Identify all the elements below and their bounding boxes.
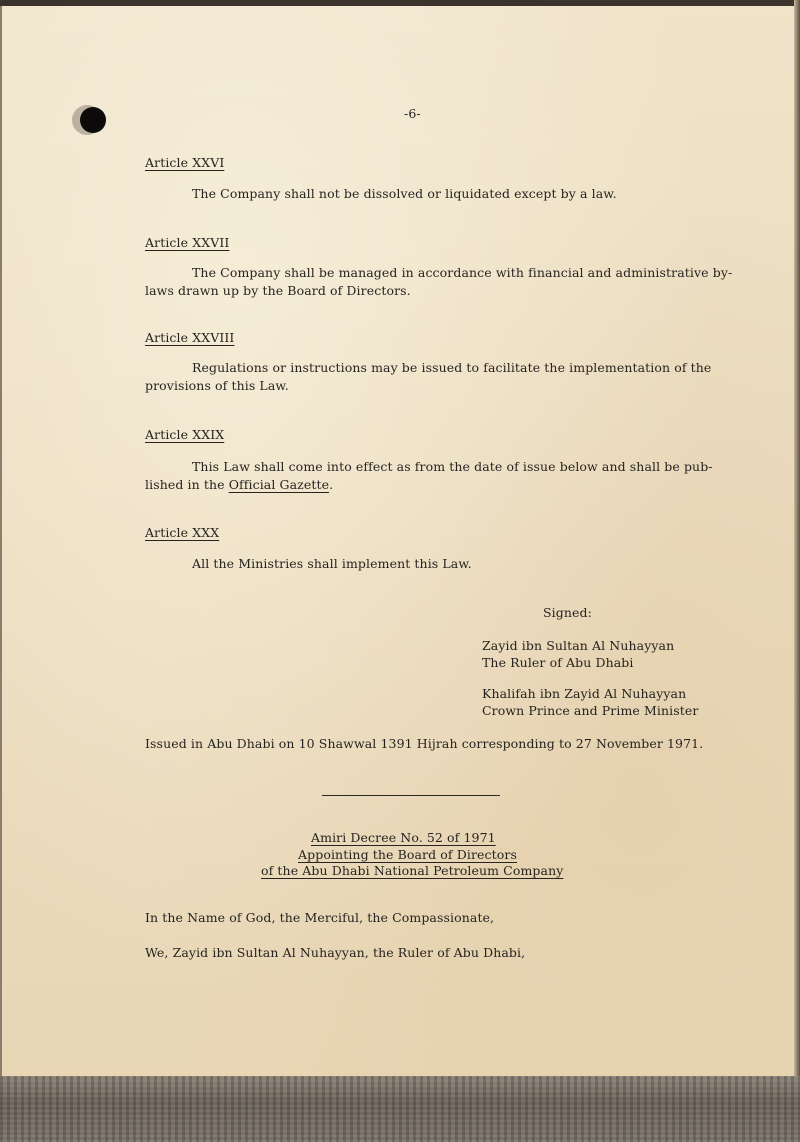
signatory-2-title: Crown Prince and Prime Minister (482, 703, 699, 718)
article-heading-26: Article XXVI (145, 155, 225, 170)
decree-title-line-2: Appointing the Board of Directors (298, 847, 517, 862)
official-gazette-reference: Official Gazette (228, 477, 330, 492)
punch-hole (80, 107, 106, 133)
page-number: -6- (404, 106, 421, 121)
article-29-line-2-prefix: lished in the (145, 477, 229, 492)
article-28-line-2: provisions of this Law. (145, 378, 289, 393)
invocation-line: In the Name of God, the Merciful, the Compassionate, (145, 910, 495, 925)
issued-line: Issued in Abu Dhabi on 10 Shawwal 1391 Hijrah corresponding to 27 November 1971. (145, 736, 704, 751)
page-top-edge (0, 0, 800, 6)
article-29-line-1: This Law shall come into effect as from the date of issue below and shall be pub- (192, 459, 713, 474)
decree-title-line-1: Amiri Decree No. 52 of 1971 (311, 830, 496, 845)
article-29-line-2-suffix: . (329, 477, 334, 492)
scanner-bed-strip (0, 1076, 800, 1142)
article-27-line-2: laws drawn up by the Board of Directors. (145, 283, 411, 298)
section-divider (322, 795, 500, 796)
page-right-edge (794, 0, 800, 1142)
article-26-line-1: The Company shall not be dissolved or liquidated except by a law. (192, 186, 617, 201)
article-heading-27: Article XXVII (145, 235, 230, 250)
article-heading-28: Article XXVIII (145, 330, 235, 345)
signatory-1-title: The Ruler of Abu Dhabi (482, 655, 634, 670)
signatory-2-name: Khalifah ibn Zayid Al Nuhayyan (482, 686, 687, 701)
decree-opening-line: We, Zayid ibn Sultan Al Nuhayyan, the Ruler of Abu Dhabi, (145, 945, 526, 960)
article-27-line-1: The Company shall be managed in accordance with financial and administrative by- (192, 265, 733, 280)
signed-label: Signed: (543, 605, 592, 620)
article-heading-29: Article XXIX (145, 427, 225, 442)
article-29-line-2 (145, 477, 333, 492)
article-heading-30: Article XXX (145, 525, 220, 540)
signatory-1-name: Zayid ibn Sultan Al Nuhayyan (482, 638, 675, 653)
decree-title-line-3: of the Abu Dhabi National Petroleum Company (261, 863, 564, 878)
article-28-line-1: Regulations or instructions may be issued to facilitate the implementation of the (192, 360, 712, 375)
article-30-line-1: All the Ministries shall implement this Law. (192, 556, 472, 571)
